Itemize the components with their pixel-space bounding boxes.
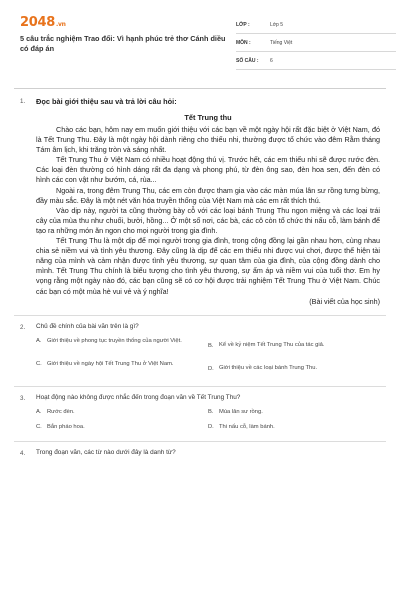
header <box>14 14 386 76</box>
option-text: Kể về kỷ niệm Tết Trung Thu của tác giả. <box>219 342 325 349</box>
option-letter: A. <box>36 337 42 344</box>
option-text: Giới thiệu về các loại bánh Trung Thu. <box>219 365 318 372</box>
meta-table <box>236 16 396 70</box>
option-letter: A. <box>36 408 42 415</box>
option-text: Múa lân sư rồng. <box>219 408 263 415</box>
option-a[interactable] <box>36 408 208 418</box>
passage-signature: (Bài viết của học sinh) <box>309 296 380 306</box>
option-a[interactable] <box>36 337 208 355</box>
passage-paragraph: Ngoài ra, trong đêm Trung Thu, các em còn được tham gia vào các màn múa lân sư rồng tưng bừng, đầy màu sắc. Đây là một nét văn hóa truyền thống của Việt Nam mà các em rất thích thú. <box>36 185 380 205</box>
option-letter: B. <box>208 408 214 415</box>
question-number: 3. <box>20 394 26 402</box>
meta-label: SỐ CÂU : <box>236 57 259 64</box>
meta-value: Lớp 5 <box>270 21 284 28</box>
option-c[interactable] <box>36 423 208 433</box>
option-c[interactable] <box>36 360 208 378</box>
question-header <box>20 97 380 106</box>
option-letter: D. <box>208 423 214 430</box>
question-number: 4. <box>20 449 26 457</box>
question-prompt: Hoạt động nào không được nhắc đến trong đoạn văn về Tết Trung Thu? <box>36 393 241 401</box>
question-3 <box>14 387 386 433</box>
meta-value: 6 <box>270 57 273 64</box>
question-header <box>20 394 380 402</box>
option-text: Bắn pháo hoa. <box>47 423 85 430</box>
site-logo[interactable]: 2048.vn <box>20 15 66 30</box>
passage-paragraph: Chào các bạn, hôm nay em muốn giới thiệu với các bạn về một ngày hội rất đặc biệt ở Việt Nam, đó là Tết Trung Thu. Đây là một ngày hội dành riêng cho thiếu nhi, thường được tổ chức vào đêm Rằm tháng Tám âm lịch, khi trăng tròn và sáng nhất. <box>36 125 380 155</box>
option-text: Giới thiệu về phong tục truyền thống của người Việt. <box>47 337 182 344</box>
meta-value: Tiếng Việt <box>270 39 293 46</box>
document-title: 5 câu trắc nghiệm Trao đổi: Vì hạnh phúc trẻ thơ Cánh diều có đáp án <box>20 34 226 53</box>
passage-title: Tết Trung thu <box>184 113 232 122</box>
passage-paragraph: Vào dịp này, người ta cũng thường bày cỗ với các loại bánh Trung Thu ngon miệng và các loại trái cây của mùa thu như chuối, bưởi, hồng... Ở một số nơi, các bà, các cô còn tổ chức thi nấu cỗ, làm bánh để tạo ra những món ăn ngon cho mọi người trong gia đình. <box>36 205 380 235</box>
question-prompt: Chủ đề chính của bài văn trên là gì? <box>36 322 139 330</box>
option-letter: B. <box>208 342 214 349</box>
question-header <box>20 449 380 457</box>
meta-row-subject <box>236 34 396 52</box>
reading-passage <box>20 113 380 307</box>
passage-paragraph: Tết Trung Thu ở Việt Nam có nhiều hoạt động thú vị. Trước hết, các em thiếu nhi sẽ được rước đèn. Các loại đèn thường có hình dáng rất đa dạng và phong phú, từ đèn ông sao, đèn hoa sen, đến đèn có hình các con vật như bướm, cá, rùa... <box>36 155 380 185</box>
passage-paragraph: Tết Trung Thu là một dịp để mọi người trong gia đình, trong cộng đồng lại gần nhau hơn, cùng nhau chia sẻ niềm vui và tình yêu thương. Đây cũng là dịp để các em thiếu nhi được vui chơi, được thể hiện tài năng của mình và cảm nhận được tình yêu thương, sự quan tâm của gia đình, của cộng đồng dành cho mình. Tết Trung Thu chính là biểu tượng cho tình yêu thương, sự ấm áp và niềm vui của tuổi thơ. Em hy vọng rằng một ngày nào đó, các bạn cũng sẽ có cơ hội được trải nghiệm Tết Trung Thu ở Việt Nam. Chúc các bạn có một mùa hè vui vẻ và ý nghĩa! <box>36 236 380 296</box>
meta-label: MÔN : <box>236 39 251 46</box>
answer-options <box>20 408 380 433</box>
option-b[interactable] <box>208 337 380 355</box>
option-b[interactable] <box>208 408 380 418</box>
option-letter: C. <box>36 423 42 430</box>
question-number: 1. <box>20 98 26 105</box>
option-text: Rước đèn. <box>47 408 75 415</box>
question-prompt: Trong đoạn văn, các từ nào dưới đây là danh từ? <box>36 448 176 456</box>
option-text: Giới thiệu về ngày hội Tết Trung Thu ở Việt Nam. <box>47 360 174 367</box>
question-number: 2. <box>20 323 26 331</box>
question-1 <box>14 89 386 307</box>
answer-options <box>20 337 380 378</box>
option-letter: D. <box>208 365 214 372</box>
option-d[interactable] <box>208 423 380 433</box>
option-text: Thi nấu cỗ, làm bánh. <box>219 423 275 430</box>
option-d[interactable] <box>208 360 380 378</box>
meta-label: LỚP : <box>236 21 250 28</box>
meta-row-count <box>236 52 396 70</box>
meta-row-class <box>236 16 396 34</box>
question-prompt: Đọc bài giới thiệu sau và trả lời câu hỏi: <box>36 97 177 106</box>
option-letter: C. <box>36 360 42 367</box>
question-4 <box>14 442 386 457</box>
question-header <box>20 323 380 331</box>
question-2 <box>14 316 386 378</box>
